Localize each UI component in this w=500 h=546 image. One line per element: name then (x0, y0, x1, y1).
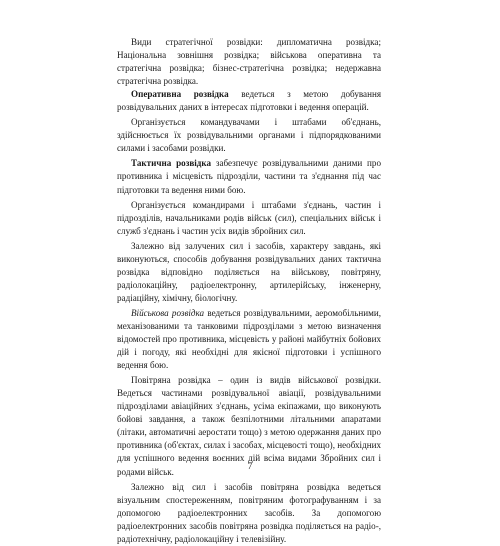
paragraph-text: Організується командирами і штабами з'єднань, частин і підрозділів, начальниками родів військ (сил), спеціальних військ і служб з'єднань і частин усіх видів збройних сил. (117, 199, 381, 236)
paragraph-text: Повітряна розвідка – один із видів військової розвідки. Ведеться частинами розвідувальної авіації, розвідувальними підрозділами авіаційних з'єднань, усіма екіпажами, що виконують бойові завдання, а також безпілотними літальними апаратами (літаки, автоматичні аеростати тощо) з метою одержання даних про противника (об'єктах, силах і засобах, місцевості тощо), необхідних для успішного ведення воєнних дій всіма видами Збройних сил і родами військ. (117, 375, 381, 477)
term-military-intelligence: Військова розвідка (131, 307, 205, 318)
paragraph-text: Залежно від сил і засобів повітряна розвідка ведеться візуальним спостереженням, повітряним фотографуванням і за допомогою радіоелектронних засобів. За допомогою радіоелектронних засобів повітряна розвідка поділяється на радіо-, радіотехнічну, радіолокаційну і телевізійну. (117, 481, 381, 544)
paragraph-text: ведеться з метою добування розвідувальних даних в інтересах підготовки і ведення операцій. (117, 89, 381, 113)
paragraph-strategic-types (117, 36, 381, 88)
paragraph-operational-organization (117, 116, 381, 155)
paragraph-air-intelligence-methods (117, 481, 381, 546)
paragraph-operational-intelligence (117, 88, 381, 114)
paragraph-tactical-intelligence (117, 157, 381, 196)
paragraph-text: Види стратегічної розвідки: дипломатична розвідка; Національна зовнішня розвідка; військова оперативна та стратегічна розвідка; бізнес-стратегічна розвідка; недержавна стратегічна розвідка. (117, 37, 381, 87)
term-operational-intelligence: Оперативна розвідка (131, 89, 229, 100)
paragraph-text: забезпечує розвідувальними даними про противника і місцевість підрозділи, частини та з'єднання під час підготовки та ведення ними бою. (117, 158, 382, 195)
paragraph-text: Залежно від залучених сил і засобів, характеру завдань, які виконуються, способів добування розвідувальних даних тактична розвідка відповідно поділяється на військову, повітряну, радіолокаційну, радіоелектронну, артилерійську, інженерну, радіаційну, хімічну, біологічну. (117, 240, 381, 303)
paragraph-text: Організується командувачами і штабами об'єднань, здійснюється їх розвідувальними органами і підпорядкованими силами і засобами розвідки. (117, 117, 381, 154)
paragraph-text: ведеться розвідувальними, аеромобільними, механізованими та танковими підрозділами з метою визначення відомостей про противника, місцевість у районі майбутніх бойових дій і погоду, які необхідні для якісної підготовки і успішного ведення бою. (117, 307, 381, 371)
term-tactical-intelligence: Тактична розвідка (131, 158, 212, 169)
paragraph-tactical-types (117, 240, 381, 305)
paragraph-tactical-organization (117, 199, 381, 238)
page-number: 7 (247, 462, 253, 472)
paragraph-military-intelligence (117, 307, 381, 372)
